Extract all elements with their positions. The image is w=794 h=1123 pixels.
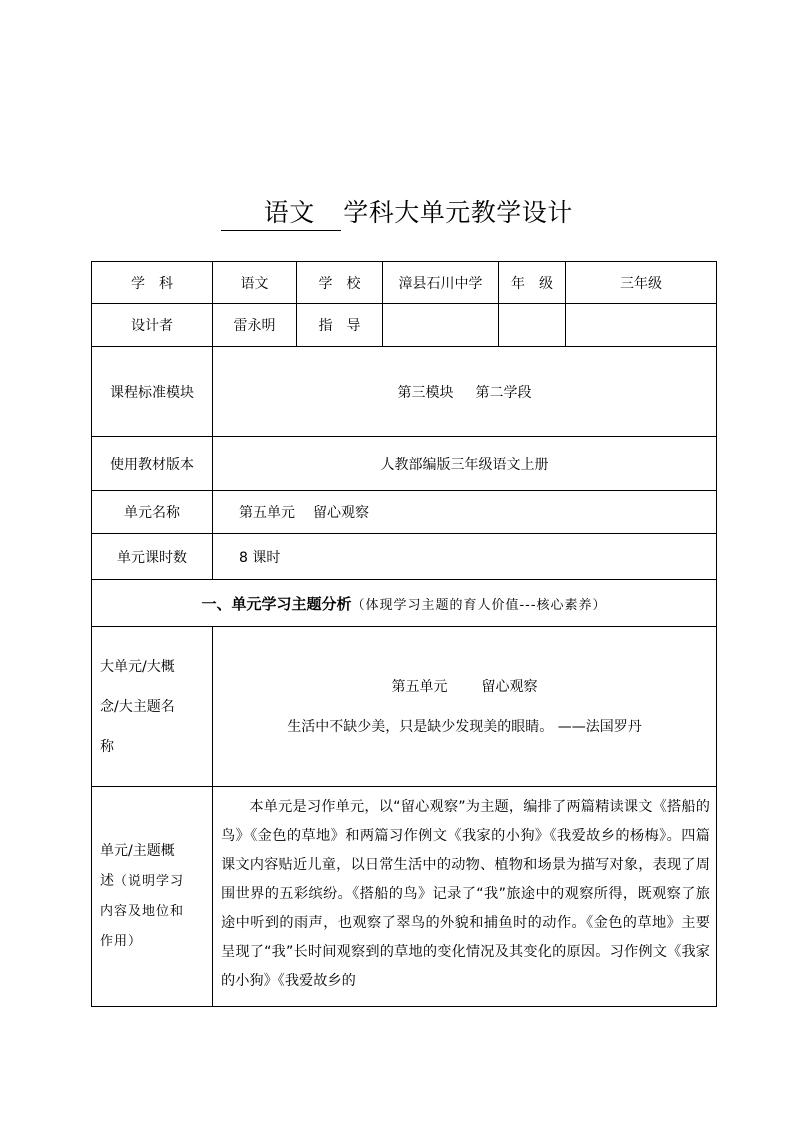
textbook-label: 使用教材版本: [92, 437, 213, 491]
textbook-value: 人教部编版三年级语文上册: [213, 437, 717, 491]
concept-unit: 第五单元: [391, 678, 448, 695]
subject-label: 学 科: [92, 262, 213, 304]
row-hours: [92, 534, 717, 580]
standard-stage: 第二学段: [475, 384, 532, 401]
concept-label: [92, 627, 213, 787]
title-subject-blank: [221, 196, 341, 231]
concept-theme: 留心观察: [481, 678, 538, 695]
row-designer: [92, 304, 717, 347]
document-title: [0, 193, 794, 233]
title-rest: 学科大单元教学设计: [343, 198, 573, 227]
overview-label-line: 内容及地位和: [100, 904, 185, 919]
guide-value: [383, 304, 499, 347]
row-unit-name: [92, 491, 717, 534]
school-label: 学 校: [297, 262, 383, 304]
hours-value: 8 课时: [213, 534, 717, 580]
unit-name-label: 单元名称: [92, 491, 213, 534]
unit-number: 第五单元: [239, 505, 295, 521]
overview-label-line: 单元/主题概: [100, 843, 175, 859]
empty-cell: [499, 304, 566, 347]
row-textbook: [92, 437, 717, 491]
empty-cell: [566, 304, 717, 347]
overview-label-part: （说明学习: [114, 874, 185, 889]
standard-label: 课程标准模块: [92, 347, 213, 437]
row-overview: [92, 787, 717, 1007]
unit-name-value: [213, 491, 717, 534]
school-value: 漳县石川中学: [383, 262, 499, 304]
designer-label: 设计者: [92, 304, 213, 347]
concept-label-line: 念/大主题名: [100, 698, 175, 715]
subject-value: 语文: [213, 262, 297, 304]
overview-label-line: [100, 866, 212, 897]
row-section-heading: [92, 580, 717, 627]
grade-label: 年 级: [499, 262, 566, 304]
row-standard: [92, 347, 717, 437]
standard-value: [213, 347, 717, 437]
grade-value: 三年级: [566, 262, 717, 304]
overview-label-part: 述: [100, 873, 114, 889]
overview-label: [92, 787, 213, 1007]
row-concept: [92, 627, 717, 787]
standard-module: 第三模块: [397, 384, 454, 401]
designer-value: 雷永明: [213, 304, 297, 347]
section-heading: [92, 580, 717, 627]
overview-label-line: 作用）: [100, 934, 143, 949]
concept-label-line: 称: [100, 738, 114, 755]
design-table: [91, 261, 717, 1007]
concept-title: [213, 667, 716, 707]
unit-theme: 留心观察: [313, 505, 369, 521]
concept-value: [213, 627, 717, 787]
section-note: （体现学习主题的育人价值---核心素养）: [351, 597, 607, 613]
overview-paragraph: 本单元是习作单元，以“留心观察”为主题，编排了两篇精读课文《搭船的鸟》《金色的草地》和两篇习作例文《我家的小狗》《我爱故乡的杨梅》。四篇课文内容贴近儿童，以日常生活中的动物、植物和场景为描写对象，表现了周围世界的五彩缤纷。《搭船的鸟》记录了“我”旅途中的观察所得，既观察了旅途中听到的雨声，也观察了翠鸟的外貌和捕鱼时的动作。《金色的草地》主要呈现了“我”长时间观察到的草地的变化情况及其变化的原因。习作例文《我家的小狗》《我爱故乡的: [221, 799, 710, 989]
overview-text-cell: [213, 787, 717, 1007]
guide-label: 指 导: [297, 304, 383, 347]
section-title: 一、单元学习主题分析: [201, 594, 352, 613]
concept-quote: 生活中不缺少美，只是缺少发现美的眼睛。 ——法国罗丹: [287, 718, 642, 735]
hours-label: 单元课时数: [92, 534, 213, 580]
title-subject: 语文: [263, 198, 315, 227]
concept-label-line: 大单元/大概: [100, 658, 175, 675]
row-basic-info: [92, 262, 717, 304]
